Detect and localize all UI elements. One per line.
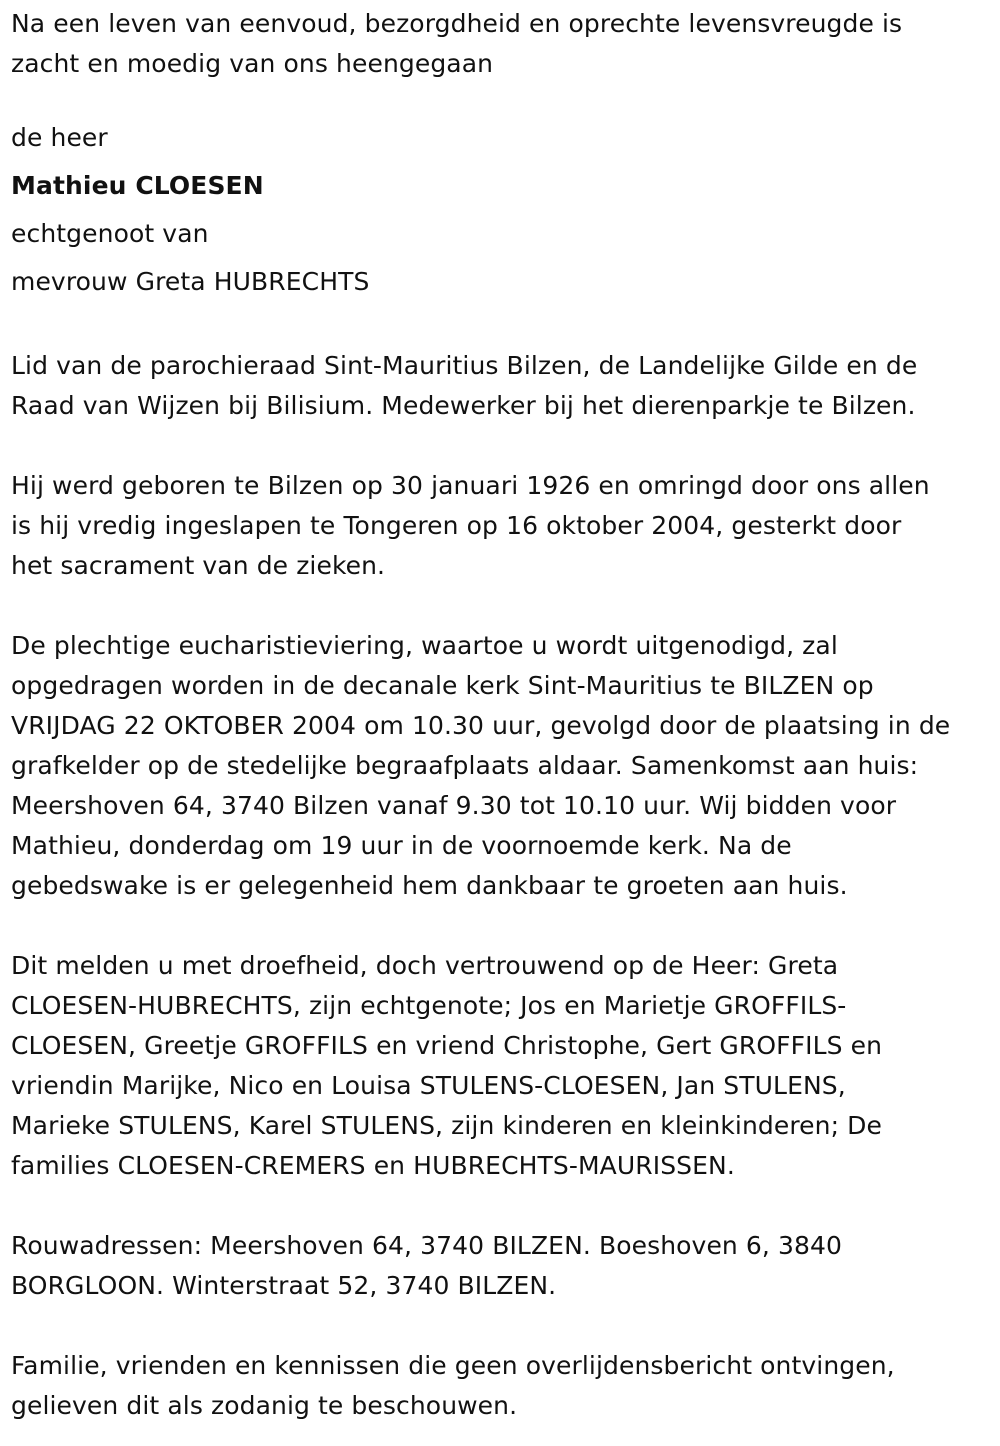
- spouse-relation: echtgenoot van: [11, 219, 209, 248]
- birth-death-paragraph: Hij werd geboren te Bilzen op 30 januari 1926 en omringd door ons allen is hij vredig ingeslapen te Tongeren op 16 oktober 2004, gesterkt door het sacrament van de zieken.: [11, 471, 930, 580]
- family-paragraph: Dit melden u met droefheid, doch vertrouwend op de Heer: Greta CLOESEN-HUBRECHTS, zijn echtgenote; Jos en Marietje GROFFILS- CLOESEN, Greetje GROFFILS en vriend Christophe, Gert GROFFILS en vriendin Marijke, Nico en Louisa STULENS-CLOESEN, Jan STULENS, Marieke STULENS, Karel STULENS, zijn kinderen en kleinkinderen; De families CLOESEN-CREMERS en HUBRECHTS-MAURISSEN.: [11, 951, 883, 1180]
- closing-paragraph: Familie, vrienden en kennissen die geen overlijdensbericht ontvingen, gelieven dit als zodanig te beschouwen.: [11, 1351, 895, 1420]
- deceased-name: Mathieu CLOESEN: [11, 171, 264, 200]
- memberships-paragraph: Lid van de parochieraad Sint-Mauritius Bilzen, de Landelijke Gilde en de Raad van Wijzen bij Bilisium. Medewerker bij het dierenparkje te Bilzen.: [11, 351, 918, 420]
- addresses-paragraph: Rouwadressen: Meershoven 64, 3740 BILZEN. Boeshoven 6, 3840 BORGLOON. Winterstraat 52, 3740 BILZEN.: [11, 1231, 843, 1300]
- service-paragraph: De plechtige eucharistieviering, waartoe u wordt uitgenodigd, zal opgedragen worden in de decanale kerk Sint-Mauritius te BILZEN op VRIJDAG 22 OKTOBER 2004 om 10.30 uur, gevolgd door de plaatsing in de grafkelder op de stedelijke begraafplaats aldaar. Samenkomst aan huis: Meershoven 64, 3740 Bilzen vanaf 9.30 tot 10.10 uur. Wij bidden voor Mathieu, donderdag om 19 uur in de voornoemde kerk. Na de gebedswake is er gelegenheid hem dankbaar te groeten aan huis.: [11, 631, 951, 900]
- salutation: de heer: [11, 123, 108, 152]
- intro-paragraph: Na een leven van eenvoud, bezorgdheid en oprechte levensvreugde is zacht en moedig van ons heengegaan: [11, 9, 903, 78]
- death-notice: [11, 4, 991, 1426]
- spouse-name: mevrouw Greta HUBRECHTS: [11, 267, 370, 296]
